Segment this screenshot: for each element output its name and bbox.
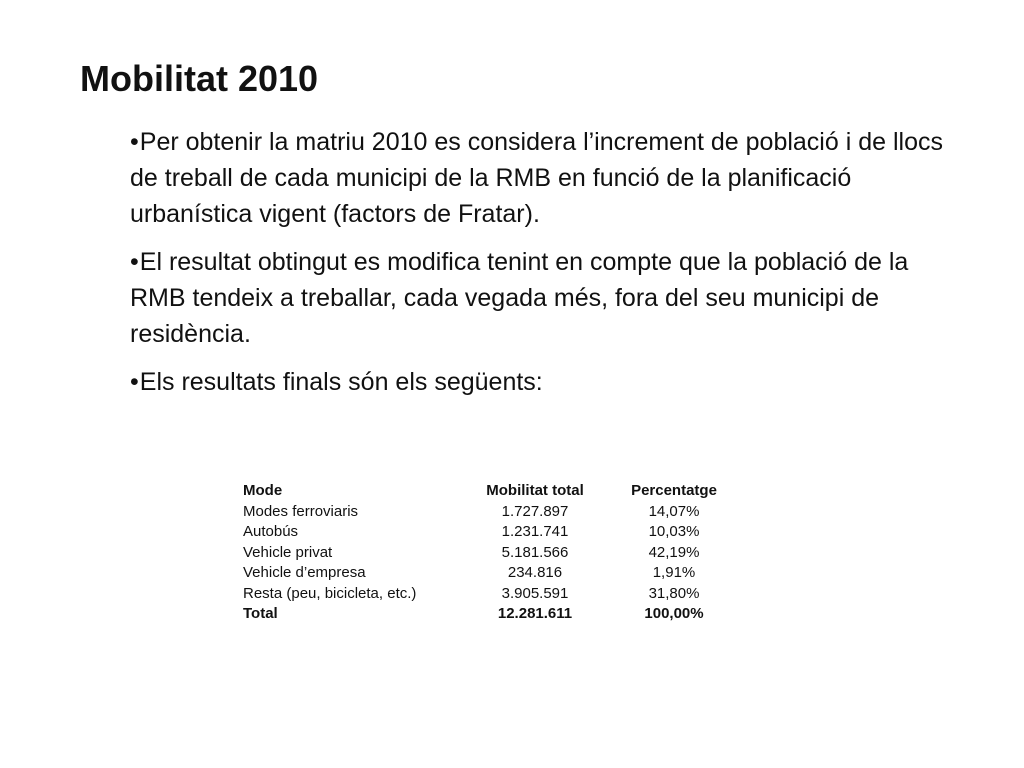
table-row bbox=[240, 584, 749, 605]
cell-percentage: 10,03% bbox=[648, 523, 700, 540]
slide-title: Mobilitat 2010 bbox=[80, 58, 319, 99]
bullet-marker: • bbox=[130, 248, 139, 276]
bullet-text: Per obtenir la matriu 2010 es considera l’increment de població i de llocs de treball de cada municipi de la RMB en funció de la planificació urbanística vigent (factors de Fratar). bbox=[130, 128, 943, 228]
bullet-text: El resultat obtingut es modifica tenint en compte que la població de la RMB tendeix a treballar, cada vegada més, fora del seu municipi de residència. bbox=[130, 248, 909, 348]
cell-total: 234.816 bbox=[507, 564, 563, 581]
cell-total: 1.727.897 bbox=[501, 502, 569, 520]
cell-mode: Resta (peu, bicicleta, etc.) bbox=[243, 584, 417, 602]
cell-total: 3.905.591 bbox=[501, 584, 569, 602]
cell-total: 1.231.741 bbox=[501, 523, 569, 540]
mobility-table bbox=[240, 481, 749, 625]
table-row bbox=[240, 563, 749, 584]
cell-mode: Total bbox=[243, 605, 278, 622]
cell-total: 5.181.566 bbox=[501, 543, 569, 561]
header-total: Mobilitat total bbox=[486, 482, 584, 499]
cell-percentage: 1,91% bbox=[652, 564, 696, 581]
cell-percentage: 42,19% bbox=[648, 543, 700, 561]
header-mode: Mode bbox=[243, 482, 283, 499]
bullet-marker: • bbox=[130, 368, 139, 396]
bullet-item bbox=[130, 124, 970, 232]
header-percentage: Percentatge bbox=[631, 482, 717, 499]
table-row bbox=[240, 522, 749, 543]
cell-percentage: 14,07% bbox=[648, 502, 700, 520]
table-header-row bbox=[240, 481, 749, 502]
table-row bbox=[240, 502, 749, 523]
bullet-text: Els resultats finals són els següents: bbox=[139, 368, 543, 396]
bullet-marker: • bbox=[130, 128, 139, 156]
table-row bbox=[240, 543, 749, 564]
cell-mode: Vehicle d’empresa bbox=[243, 564, 366, 581]
cell-mode: Vehicle privat bbox=[243, 543, 333, 561]
cell-percentage: 31,80% bbox=[648, 584, 700, 602]
table-total-row bbox=[240, 604, 749, 625]
cell-mode: Modes ferroviaris bbox=[243, 502, 359, 520]
cell-percentage: 100,00% bbox=[644, 605, 704, 622]
cell-mode: Autobús bbox=[243, 523, 299, 540]
bullet-item bbox=[130, 244, 970, 352]
bullet-list bbox=[130, 124, 970, 412]
cell-total: 12.281.611 bbox=[497, 605, 573, 622]
bullet-item bbox=[130, 364, 970, 400]
